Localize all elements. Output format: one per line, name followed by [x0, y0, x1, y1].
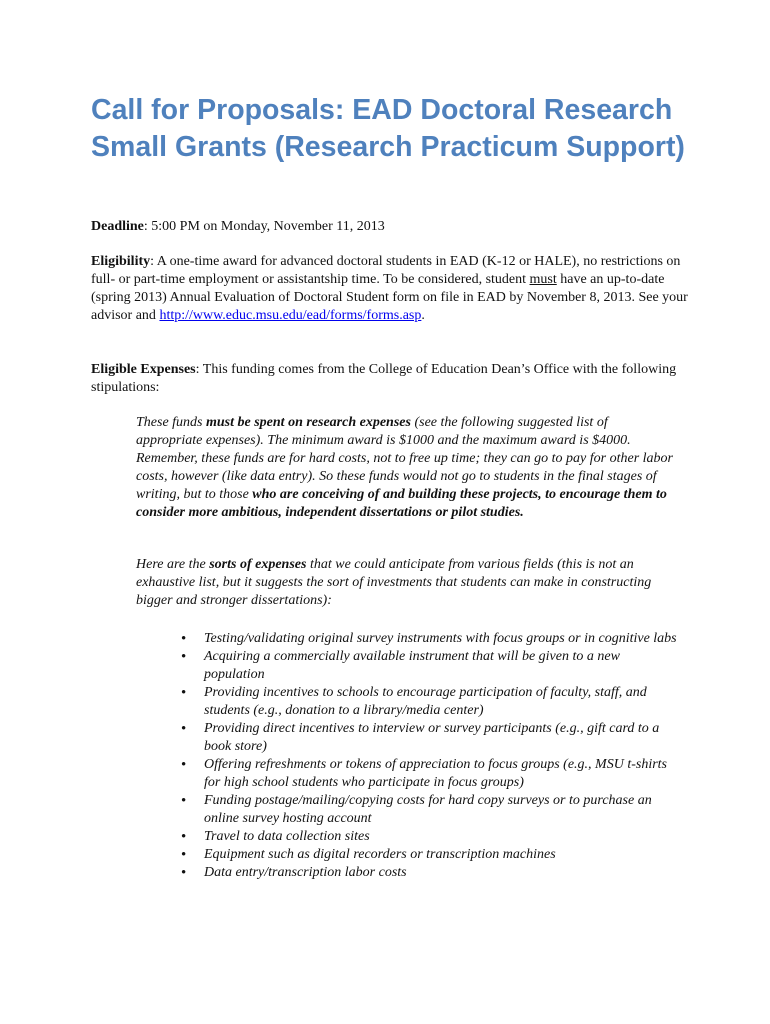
- stipulations-text-2: (see the following suggested list of appropriate expenses). The minimum award is $1000 and the maximum award is $4000. Remember, these funds are for hard costs, not to free up time; they can go to pay for other labor costs, however (like data entry). So these funds would not go to students in the final stages of writing, but to those: [136, 415, 673, 502]
- expenses-text: : This funding comes from the College of Education Dean’s Office with the following stipulations:: [91, 362, 677, 395]
- expense-sorts-emphasis: sorts of expenses: [209, 557, 307, 572]
- expenses-label: Eligible Expenses: [91, 362, 196, 377]
- list-item: • Providing incentives to schools to encourage participation of faculty, staff, and students (e.g., donation to a library/media center): [204, 684, 684, 720]
- eligibility-text-3: .: [421, 308, 425, 323]
- stipulations-block: [136, 414, 676, 522]
- expense-sorts-block: [136, 556, 676, 610]
- eligibility-text-1: : A one-time award for advanced doctoral students in EAD (K-12 or HALE), no restrictions on full- or part-time employment or assistantship time. To be considered, student: [91, 254, 681, 287]
- forms-link[interactable]: http://www.educ.msu.edu/ead/forms/forms.asp: [159, 308, 422, 323]
- eligibility-emphasis: must: [529, 272, 557, 287]
- eligibility-label: Eligibility: [91, 254, 151, 269]
- expense-sorts-text-2: that we could anticipate from various fields (this is not an exhaustive list, but it suggests the sort of investments that students can make in constructing bigger and stronger dissertations):: [136, 557, 652, 608]
- deadline-label: Deadline: [91, 219, 144, 234]
- stipulations-text-1: These funds: [136, 415, 206, 430]
- list-item: • Acquiring a commercially available instrument that will be given to a new population: [204, 648, 684, 684]
- list-item: • Providing direct incentives to interview or survey participants (e.g., gift card to a book store): [204, 720, 684, 756]
- list-item: • Funding postage/mailing/copying costs for hard copy surveys or to purchase an online survey hosting account: [204, 792, 684, 828]
- list-item: • Equipment such as digital recorders or transcription machines: [204, 846, 684, 864]
- deadline-paragraph: [91, 218, 691, 236]
- stipulations-emphasis-2: who are conceiving of and building these projects, to encourage them to consider more ambitious, independent dissertations or pilot studies.: [136, 487, 667, 520]
- stipulations-emphasis-1: must be spent on research expenses: [206, 415, 411, 430]
- page-title: Call for Proposals: EAD Doctoral Research Small Grants (Research Practicum Support): [91, 94, 685, 163]
- list-item: • Travel to data collection sites: [204, 828, 684, 846]
- list-item: • Testing/validating original survey instruments with focus groups or in cognitive labs: [204, 630, 684, 648]
- expense-sorts-text-1: Here are the: [136, 557, 210, 572]
- list-item: • Data entry/transcription labor costs: [204, 864, 684, 882]
- expense-list: [204, 630, 684, 882]
- list-item: • Offering refreshments or tokens of appreciation to focus groups (e.g., MSU t-shirts for high school students who participate in focus groups): [204, 756, 684, 792]
- eligibility-paragraph: [91, 253, 691, 325]
- expenses-paragraph: [91, 361, 691, 397]
- eligibility-text-2: have an up-to-date (spring 2013) Annual Evaluation of Doctoral Student form on file in EAD by November 8, 2013. See your advisor and: [91, 272, 688, 323]
- deadline-text: : 5:00 PM on Monday, November 11, 2013: [143, 219, 385, 234]
